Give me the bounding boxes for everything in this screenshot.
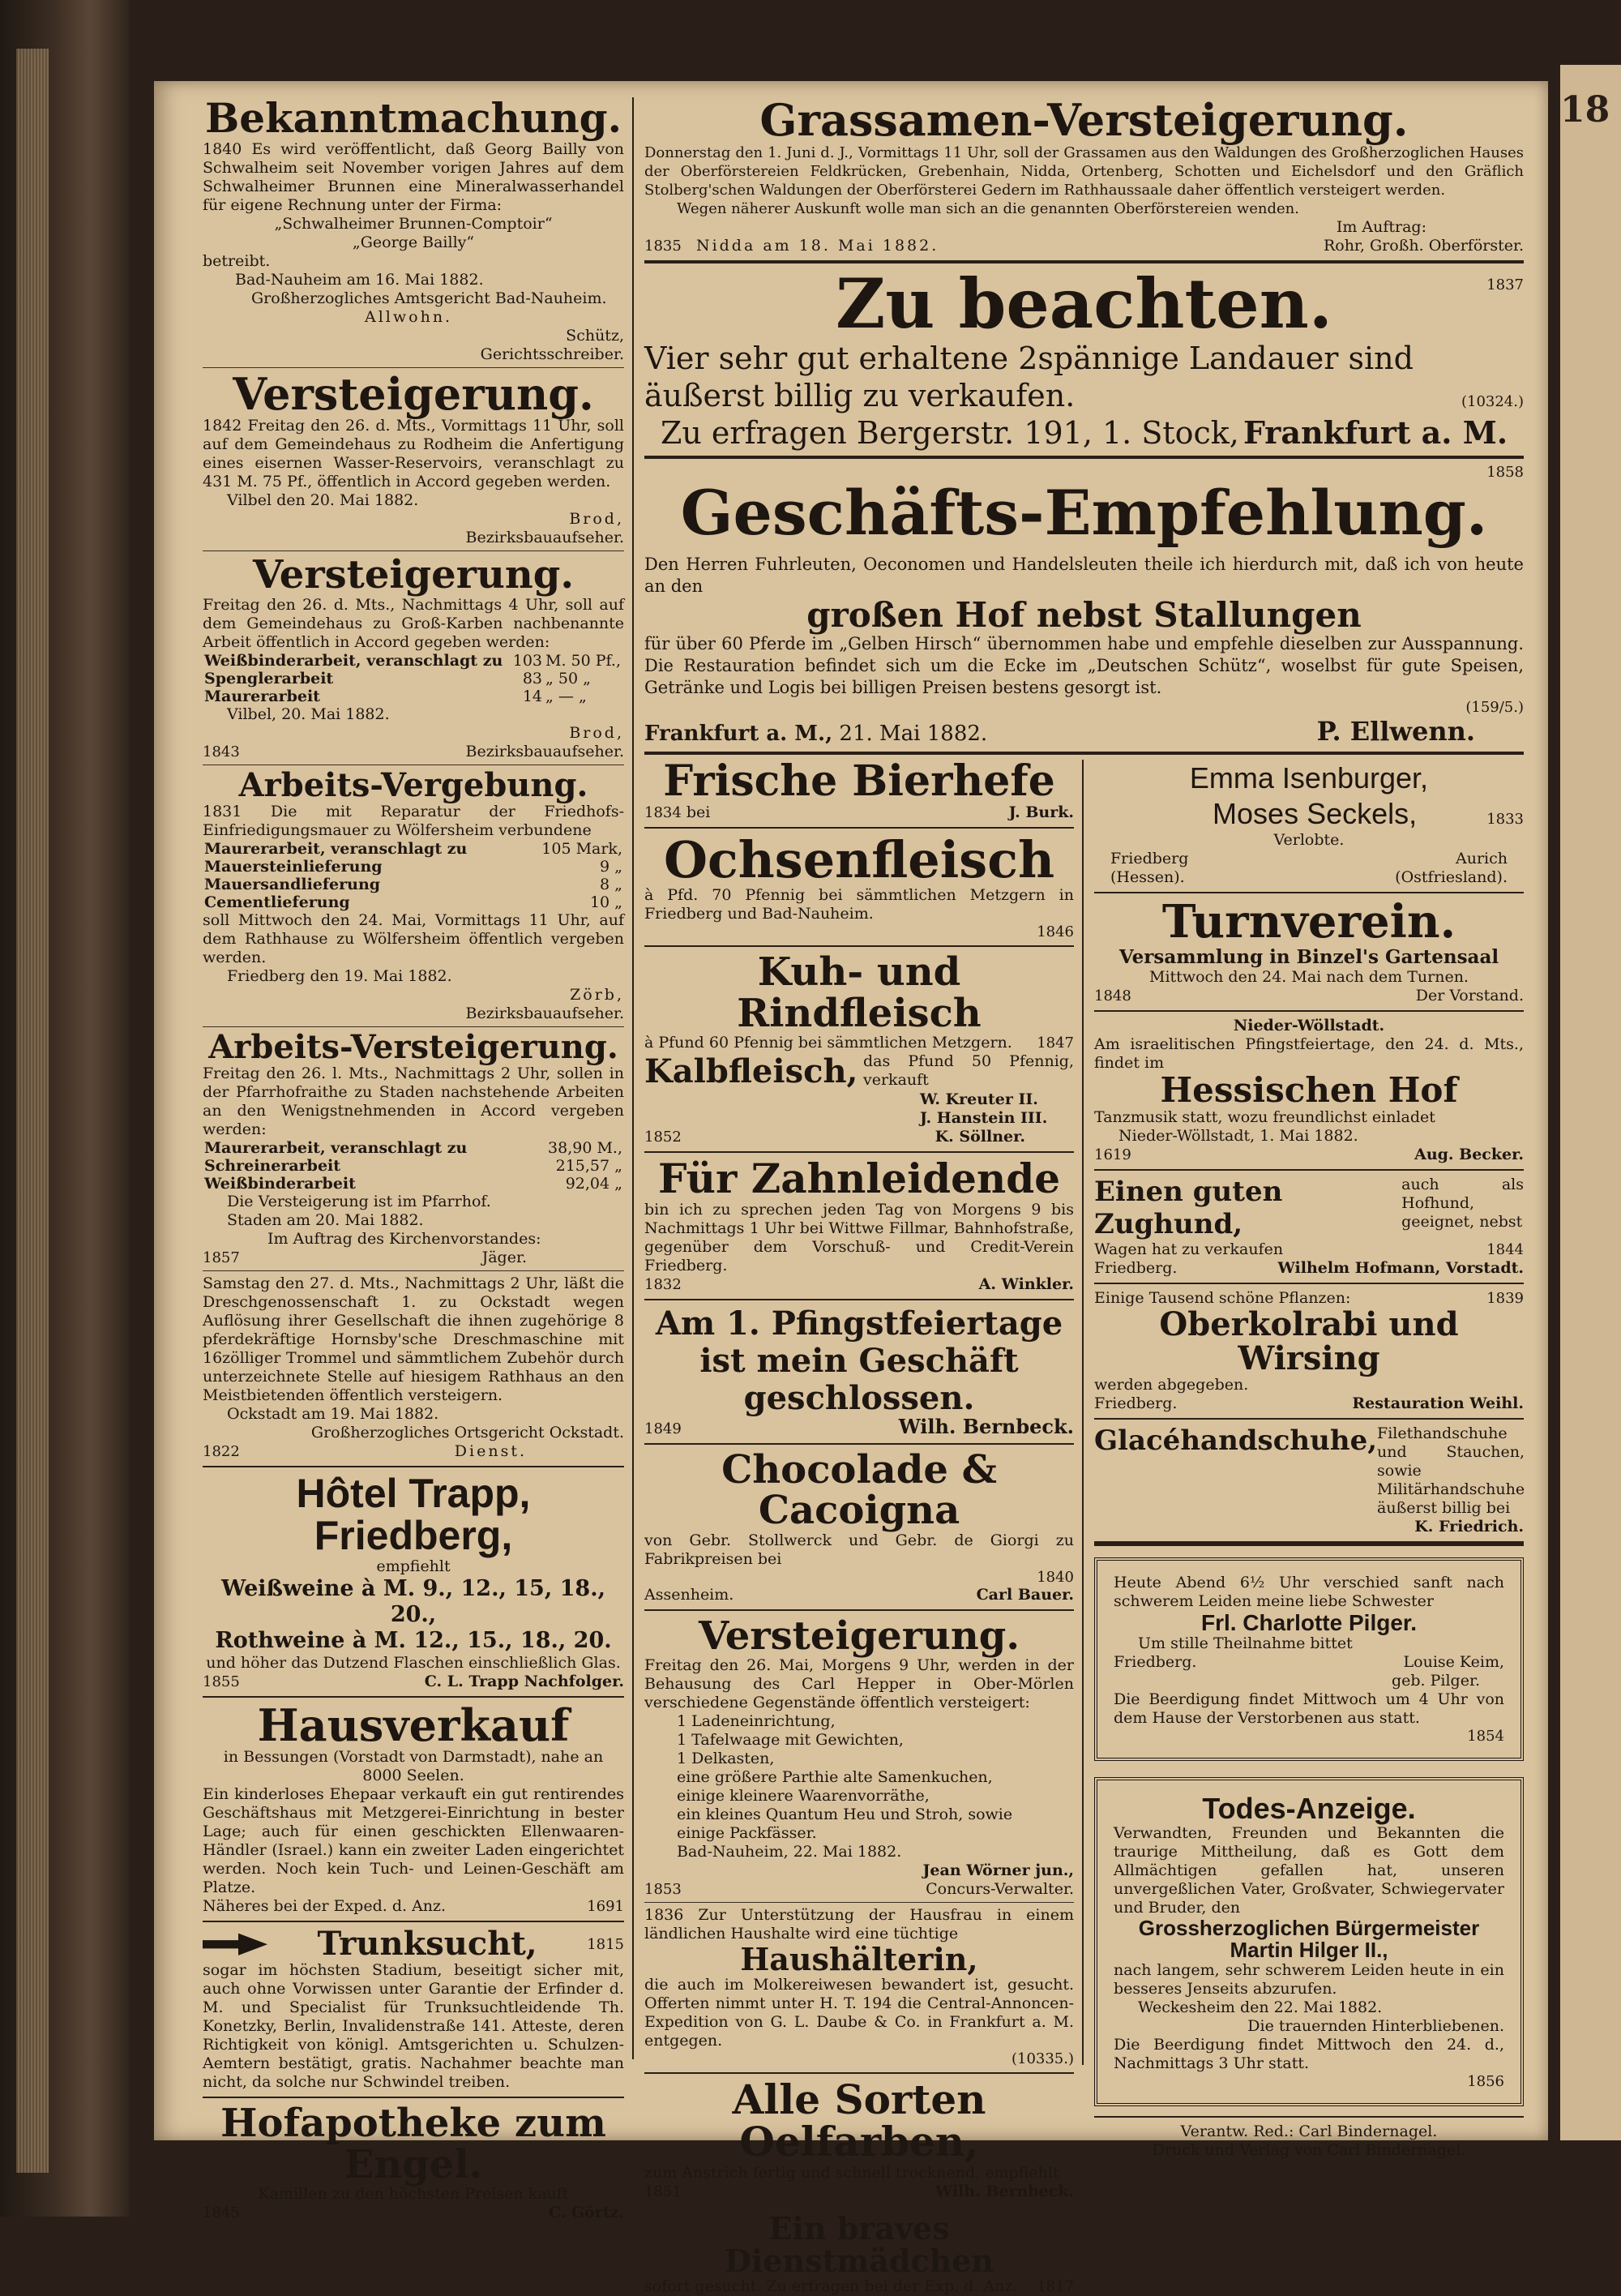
newspaper-page [154,81,1548,2295]
notice-body: Die Beerdigung findet Mittwoch den 24. d., Nachmittags 3 Uhr statt. [1114,2036,1504,2073]
divider [644,827,1074,829]
ad-number: 1848 [1094,987,1131,1004]
ad-number: 1834 [644,804,682,822]
text: und höher das Dutzend Flaschen einschließlich Glas. [206,1653,621,1672]
table-row [203,858,624,876]
signature: Rohr, Großh. Oberförster. [1323,236,1524,255]
item-value: 14 [522,687,543,705]
divider [1094,1010,1524,1012]
signature: geb. Pilger. [1391,1672,1480,1690]
place: (Ostfriesland). [1395,867,1508,886]
date: Nieder-Wöllstadt, 1. Mai 1882. [1118,1126,1358,1145]
item-value: 8 „ [600,875,622,893]
ad-body: Am israelitischen Pfingstfeiertage, den 24. d. Mts., findet im [1094,1034,1524,1072]
text: Allwohn. [365,307,453,326]
ad-body: Den Herren Fuhrleuten, Oeconomen und Handelsleuten theile ich hierdurch mit, daß ich von heute an den [644,554,1524,596]
item-unit: M. 50 Pf., [545,651,621,670]
heading: Geschäfts-Empfehlung. [680,476,1488,549]
divider [644,945,1074,947]
signature-role: Bezirksbauaufseher. [465,1004,624,1022]
ad-body: auch als Hofhund, geeignet, nebst [1401,1175,1524,1231]
item-label: Weißbinderarbeit, veranschlagt zu [204,651,503,670]
ad-zu-beachten [644,263,1524,451]
column-divider [632,97,634,2059]
item-value: 215,57 „ [555,1156,622,1175]
imprint-editor: Verantw. Red.: Carl Bindernagel. [1180,2123,1438,2141]
signature: Louise Keim, [1403,1653,1504,1672]
date: Nidda am 18. Mai 1882. [695,236,939,255]
notice-versteigerung-rodheim [203,367,624,548]
divider [644,1299,1074,1300]
price-table [203,840,624,911]
divider [1094,1169,1524,1171]
ad-bierhefe [644,756,1074,823]
text: Die Versteigerung ist im Pfarrhof. [227,1192,491,1210]
table-row [203,840,624,858]
death-notice-hilger [1094,1777,1524,2106]
item-label: Maurerarbeit [204,687,320,705]
imprint-publisher: Druck und Verlag von Carl Bindernagel. [1152,2141,1466,2160]
ad-number: 1839 [1486,1289,1524,1307]
signature: Dienst. [454,1441,527,1460]
list-item: eine größere Parthie alte Samenkuchen, [677,1767,993,1786]
ad-body: Vier sehr gut erhaltene 2spännige Landauer sind [644,340,1414,376]
name: W. Kreuter II. [920,1090,1038,1109]
item-label: Mauersteinlieferung [204,857,383,876]
ad-body: Mittwoch den 24. Mai nach dem Turnen. [1149,967,1469,986]
court: Großherzogliches Ortsgericht Ockstadt. [310,1423,624,1441]
signature: C. Görtz. [548,2204,624,2222]
divider [644,752,1524,755]
notice-body: soll Mittwoch den 24. Mai, Vormittags 11 Uhr, auf dem Rathhause zu Wölfersheim öffentlich vergeben werden. [203,910,624,966]
notice-body: Freitag den 26. Mai, Morgens 9 Uhr, werden in der Behausung des Carl Hepper in Ober-Mörlen verschiedene Gegenstände öffentlich versteigert: [644,1656,1074,1711]
signature: A. Winkler. [978,1274,1074,1293]
ad-number: 1832 [644,1275,682,1293]
ad-hofapotheke [203,2103,624,2222]
notice-body: Heute Abend 6½ Uhr verschied sanft nach schwerem Leiden meine liebe Schwester [1114,1573,1504,1610]
ad-number: 1691 [587,1898,624,1916]
list-item: 1 Ladeneinrichtung, [677,1711,836,1730]
text: Wegen näherer Auskunft wolle man sich an die genannten Oberförstereien wenden. [677,199,1299,217]
ad-kalbfleisch [644,1052,1074,1146]
signature: Der Vorstand. [1415,986,1524,1004]
item-label: Spenglerarbeit [204,669,334,688]
ad-body: das Pfund 50 Pfennig, verkauft [863,1052,1074,1090]
ad-number: 1817 [1037,2277,1074,2295]
item-unit: „ — „ [545,687,587,705]
heading: Arbeits-Versteigerung. [208,1027,618,1066]
text: empfiehlt [376,1557,451,1575]
ad-body: Kamillen zu den höchsten Preisen kauft [258,2185,569,2204]
date: Ockstadt am 19. Mai 1882. [227,1404,439,1423]
ad-ochsenfleisch [644,830,1074,941]
table-row [203,670,624,688]
signature: P. Ellwenn. [1316,715,1475,747]
ad-body: äußerst billig zu verkaufen. [644,377,1076,413]
ad-body: à Pfund 60 Pfennig bei sämmtlichen Metzgern. [644,1034,1012,1052]
reference: (10335.) [1011,2050,1074,2067]
table-row [203,652,624,670]
ad-hotel-trapp [203,1472,624,1691]
heading: Ochsenfleisch [663,830,1055,890]
pointing-hand-icon [203,1930,267,1958]
text: bei [686,803,711,822]
notice-body: nach langem, sehr schwerem Leiden heute in ein besseres Jenseits abzurufen. [1114,1961,1504,1998]
contact: Näheres bei der Exped. d. Anz. [203,1897,447,1916]
ad-glace [1094,1424,1524,1536]
signature: Wilh. Bernbeck. [898,1414,1074,1438]
item-value: 38,90 M., [548,1138,622,1157]
signature-role: Concurs-Verwalter. [926,1879,1074,1898]
signature: C. L. Trapp Nachfolger. [424,1672,624,1690]
notice-body: 1840 Es wird veröffentlicht, daß Georg Bailly von Schwalheim seit November vorigen Jahres auf dem Schwalheimer Brunnen eine Mineralwasserhandel für eigene Rechnung unter der Firma: [203,139,624,214]
divider [203,2097,624,2098]
item-value: 9 „ [600,857,622,876]
signature: Restauration Weihl. [1352,1394,1524,1412]
heading: Hôtel Trapp, Friedberg, [296,1470,531,1559]
ad-hessischen-hof [1094,1017,1524,1164]
signature: Die trauernden Hinterbliebenen. [1247,2017,1504,2036]
name: K. Söllner. [935,1128,1025,1146]
name: Martin Hilger II., [1230,1938,1388,1963]
ad-number: 1822 [203,1442,240,1460]
ad-number: 1835 [644,237,682,255]
list-item: einige Packfässer. [677,1823,817,1842]
signature: Wilh. Bernbeck. [935,2182,1074,2200]
name: J. Hanstein III. [920,1109,1048,1128]
ad-number: 1852 [644,1129,682,1146]
item-label: Maurerarbeit, veranschlagt zu [204,839,468,858]
ad-body: 1836 Zur Unterstützung der Hausfrau in einem ländlichen Haushalte wird eine tüchtige [644,1905,1074,1943]
ad-zahnleidende [644,1154,1074,1294]
text: Im Auftrag: [1336,217,1426,236]
left-column [203,94,624,2222]
ad-number: 1858 [1486,463,1524,481]
column-divider [1082,760,1084,2065]
ad-body: Wagen hat zu verkaufen [1094,1240,1284,1258]
heading: Grassamen-Versteigerung. [759,94,1409,146]
ad-body: von Gebr. Stollwerck und Gebr. de Giorgi zu Fabrikpreisen bei [644,1531,1074,1568]
divider [644,1151,1074,1153]
notice-versteigerung-mörlen [644,1613,1074,1899]
notice-body: Freitag den 26. d. Mts., Nachmittags 4 Uhr, soll auf dem Gemeindehaus zu Groß-Karben nachbenannte Arbeit öffentlich in Accord gegeben werden: [203,595,624,651]
signature: Jean Wörner jun., [922,1861,1074,1879]
ad-number: 1846 [1037,923,1074,941]
item-unit: „ 50 „ [545,669,591,688]
price-line: Rothweine à M. 12., 15., 18., 20. [215,1627,612,1653]
heading: Chocolade & Cacoigna [721,1446,997,1534]
divider [644,2206,1074,2208]
signature: Brod, [569,723,624,742]
heading: Frische Bierhefe [663,756,1055,806]
divider [644,1609,1074,1611]
notice-arbeits-versteigerung [203,1027,624,1267]
list-item: ein kleines Quantum Heu und Stroh, sowie [677,1805,1013,1823]
ad-hausverkauf [203,1698,624,1917]
heading: Kuh- und Rindfleisch [737,949,982,1036]
divider [203,550,624,551]
name: Moses Seckels, [1213,796,1418,830]
signature: Carl Bauer. [976,1585,1074,1604]
heading: Hofapotheke zum Engel. [220,2101,606,2187]
item-value: 105 Mark, [541,839,622,858]
notice-body: Donnerstag den 1. Juni d. J., Vormittags 11 Uhr, soll der Grassamen aus den Waldungen des Großherzoglichen Hauses der Oberförstereien Feldkrücken, Grebenhain, Nidda, Ortenberg, Schotten und Eichelsdorf und den Gräflich Stolberg'schen Waldungen der Oberförsterei Gedern im Rathhaussaale daher öffentlich versteigert werden. [644,144,1524,199]
signature-role: Bezirksbauaufseher. [465,742,624,760]
ad-body: zum Anstrich fertig und schnell trocknend, empfiehlt [644,2163,1059,2182]
address: Zu erfragen Bergerstr. 191, 1. Stock, [660,414,1239,451]
ad-body: Filethandschuhe und Stauchen, sowie Militärhandschuhe äußerst billig bei [1377,1424,1525,1517]
date: Vilbel, 20. Mai 1882. [227,705,390,723]
ad-body: Einige Tausend schöne Pflanzen: [1094,1288,1351,1307]
next-page-edge [1560,65,1621,2140]
text: betreibt. [203,251,271,270]
ad-body: werden abgegeben. [1094,1375,1249,1394]
place: Nieder-Wöllstadt. [1233,1016,1385,1034]
name: Frl. Charlotte Pilger. [1200,1609,1418,1635]
place: Frankfurt a. M., [644,721,833,746]
table-row [203,688,624,705]
headline: großen Hof nebst Stallungen [806,594,1362,635]
ad-verlobte [1094,760,1524,887]
notice-body: Samstag den 27. d. Mts., Nachmittags 2 Uhr, läßt die Dreschgenossenschaft 1. zu Ockstadt wegen Auflösung ihrer Gesellschaft die ihnen zugehörige 8 pferdekräftige Hornsby'sche Dreschmaschine mit 16zölliger Trommel und sämmtlichem Zubehör durch unterzeichnete Stelle auf hiesigem Rathhaus an den Meistbietenden öffentlich versteigern. [203,1274,624,1404]
heading: Todes-Anzeige. [1202,1792,1416,1826]
notice-body: Freitag den 26. l. Mts., Nachmittags 2 Uhr, sollen in der Pfarrhofraithe zu Staden nachstehende Arbeiten an den Wenigstnehmenden in Accord vergeben werden: [203,1064,624,1138]
heading: Am 1. Pfingstfeiertage ist mein Geschäft geschlossen. [655,1304,1063,1417]
place: Friedberg. [1094,1394,1178,1412]
notice-bekanntmachung [203,94,624,364]
heading: Arbeits-Vergebung. [238,765,588,804]
ad-number: 1837 [1486,276,1524,293]
court: Großherzogliches Amtsgericht Bad-Nauheim. [251,289,607,307]
heading: Für Zahnleidende [657,1154,1061,1203]
item-value: 83 [522,669,543,688]
heading: Alle Sorten Oelfarben, [732,2075,986,2166]
heading: Versteigerung. [698,1613,1020,1659]
table-row [203,893,624,911]
signature: Jäger. [481,1248,527,1266]
text: Im Auftrag des Kirchenvorstandes: [267,1229,541,1248]
notice-dreschmaschine [203,1274,624,1461]
item-label: Mauersandlieferung [204,875,381,893]
city: Frankfurt a. M. [1242,413,1508,451]
notice-versteigerung-karben [203,552,624,760]
place: (Hessen). [1110,867,1185,886]
ad-number: 1849 [644,1420,682,1437]
name: Emma Isenburger, [1189,760,1429,795]
ad-body: die auch im Molkereiwesen bewandert ist, gesucht. Offerten nimmt unter H. T. 194 die Central-Annoncen-Expedition von G. L. Daube & Co. in Frankfurt a. M. entgegen. [644,1975,1074,2050]
date: 21. Mai 1882. [839,721,988,746]
divider [644,1902,1074,1903]
heading: Ein braves Dienstmädchen [724,2209,994,2279]
item-label: Cementlieferung [204,893,350,911]
middle-column [644,756,1074,2296]
divider [644,1443,1074,1445]
ad-oelfarben [644,2075,1074,2201]
item-label: Schreinerarbeit [204,1156,341,1175]
list-item: 1 Delkasten, [677,1749,775,1767]
heading: Versteigerung. [252,552,575,598]
firm-name: „Schwalheimer Brunnen-Comptoir“ [274,214,553,233]
ad-body: Tanzmusik statt, wozu freundlichst einladet [1094,1107,1435,1126]
signature-role: Bezirksbauaufseher. [465,529,624,547]
ad-number: 1840 [1037,1568,1074,1586]
heading: Versteigerung. [233,367,594,420]
item-label: Weißbinderarbeit [204,1174,356,1193]
ad-number: 1851 [644,2182,682,2200]
death-notice-pilger [1094,1557,1524,1761]
date: Friedberg den 19. Mai 1882. [227,966,452,985]
date: Bad-Nauheim am 16. Mai 1882. [235,270,484,289]
divider [1094,2116,1524,2118]
ad-number: 1857 [203,1249,240,1266]
heading: Oberkolrabi und Wirsing [1159,1304,1459,1377]
divider [203,1026,624,1027]
ad-body: sofort gesucht. Zu erfragen bei der Exp. d. Anz. [644,2277,1018,2295]
ad-trunksucht [203,1927,624,2092]
signature: Schütz, [566,326,624,345]
reference: (10324.) [1461,392,1524,410]
list-item: einige kleinere Waarenvorräthe, [677,1786,930,1805]
divider [1094,1283,1524,1284]
divider [203,1921,624,1922]
ad-oberkolrabi [1094,1289,1524,1413]
heading: Kalbfleisch, [644,1052,858,1091]
ad-number: 1619 [1094,1146,1131,1163]
firm-name: „George Bailly“ [352,233,475,251]
ad-zughund [1094,1176,1524,1278]
notice-body: Die Beerdigung findet Mittwoch um 4 Uhr von dem Hause der Verstorbenen aus statt. [1114,1690,1504,1728]
page-edges [16,49,49,2173]
table-row [203,1175,624,1193]
table-row [203,1139,624,1157]
item-label: Maurerarbeit, veranschlagt zu [204,1138,468,1157]
ad-number: 1854 [1467,1728,1504,1746]
heading: Trunksucht, [317,1925,537,1964]
price-table [203,1139,624,1193]
ad-number: 1856 [1467,2073,1504,2091]
ad-kuhfleisch [644,949,1074,1052]
heading: Hessischen Hof [1160,1069,1458,1110]
table-row [203,876,624,893]
ad-number: 1855 [203,1673,240,1690]
place: Aurich [1456,849,1508,867]
reference: (159/5.) [1465,698,1524,716]
divider [1094,1418,1524,1420]
heading: Haushälterin, [740,1940,978,1977]
item-value: 10 „ [589,893,622,911]
ad-geschaefts-empfehlung [644,464,1524,747]
ad-number: 1853 [644,1880,682,1898]
place: Friedberg [1110,849,1189,867]
heading: Einen guten Zughund, [1094,1175,1283,1240]
signature: Zörb, [570,985,624,1004]
ad-number: 1843 [203,743,240,760]
ad-body: à Pfd. 70 Pfennig bei sämmtlichen Metzgern in Friedberg und Bad-Nauheim. [644,886,1074,923]
divider [644,456,1524,459]
item-value: 103 [512,651,543,670]
date: Weckesheim den 22. Mai 1882. [1138,1998,1383,2017]
signature: J. Burk. [1008,803,1074,822]
ad-body: für über 60 Pferde im „Gelben Hirsch“ übernommen habe und empfehle dieselben zur Ausspannung. Die Restauration befindet sich um die Ecke im „Deutschen Schütz“, woselbst für gute Speisen, Getränke und Logis bei billigen Preisen bestens gesorgt ist. [644,633,1524,697]
divider [1094,1541,1524,1546]
ad-body: sogar im höchsten Stadium, beseitigt sicher mit, auch ohne Vorwissen unter Garantie der Erfinder d. M. und Specialist für Trunksuchtleidende Th. Konetzky, Berlin, Invalidenstraße 141. Atteste, deren Richtigkeit von königl. Amtsgerichten u. Schulzen-Aemtern bestätigt, gratis. Nachahmer beachte man nicht, da solche nur Schwindel treiben. [203,1961,624,2092]
notice-body: Verwandten, Freunden und Bekannten die traurige Mittheilung, daß es Gott dem Allmächtigen gefallen hat, unseren unvergeßlichen Vater, Großvater, Schwiegervater und Bruder, den [1114,1823,1504,1917]
heading: Glacéhandschuhe, [1094,1424,1378,1457]
heading: Turnverein. [1161,894,1456,949]
notice-body: 1842 Freitag den 26. d. Mts., Vormittags 11 Uhr, soll auf dem Gemeindehaus zu Rodheim die Anfertigung eines eisernen Wasser-Reservoirs, veranschlagt zu 431 M. 75 Pf., öffentlich in Accord gegeben werden. [203,417,624,491]
signature-role: Gerichtsschreiber. [480,345,624,363]
signature: Brod, [569,510,624,529]
divider [203,1270,624,1271]
ad-chocolade [644,1446,1074,1604]
text: Um stille Theilnahme bittet [1138,1634,1353,1653]
notice-arbeits-vergebung [203,765,624,1023]
text: in Bessungen (Vorstadt von Darmstadt), nahe an 8000 Seelen. [223,1748,604,1785]
ad-number: 1815 [587,1935,624,1953]
ad-number: 1847 [1037,1034,1074,1052]
label: Verlobte. [1273,830,1345,849]
divider [203,1466,624,1467]
divider [203,1696,624,1698]
ad-body: bin ich zu sprechen jeden Tag von Morgens 9 bis Nachmittags 1 Uhr bei Wittwe Fillmar, Bahnhofstraße, gegenüber dem Vorschuß- und Credit-Verein Friedberg. [644,1200,1074,1274]
divider [644,2072,1074,2074]
table-row [203,1157,624,1175]
price-line: Weißweine à M. 9., 12., 15, 18., 20., [220,1575,606,1627]
right-column [1094,760,1524,2161]
date: Staden am 20. Mai 1882. [227,1210,424,1229]
place: Assenheim. [644,1585,734,1604]
page-number: 18 [1560,89,1610,131]
date: Vilbel den 20. Mai 1882. [227,491,419,510]
list-item: 1 Tafelwaage mit Gewichten, [677,1730,904,1749]
item-value: 92,04 „ [565,1174,622,1193]
main-area [644,94,1525,2295]
ad-number: 1844 [1486,1240,1524,1258]
notice-grassamen [644,94,1524,255]
ad-pfingsten [644,1305,1074,1438]
ad-turnverein [1094,894,1524,1005]
signature: Aug. Becker. [1414,1145,1524,1163]
ad-number: 1833 [1486,810,1524,828]
ad-haushaelterin [644,1906,1074,2067]
subheading: Versammlung in Binzel's Gartensaal [1118,945,1499,968]
date: Bad-Nauheim, 22. Mai 1882. [677,1842,902,1861]
place: Friedberg. [1094,1258,1178,1277]
ad-number: 1845 [203,2204,240,2222]
name: Grossherzoglichen Bürgermeister [1138,1915,1480,1940]
ad-body: Ein kinderloses Ehepaar verkauft ein gut rentirendes Geschäftshaus mit Metzgerei-Einrichtung in bester Lage; auch für einen geschickten Ellenwaaren-Händler (Israel.) kann ein zweiter Laden eingerichtet werden. Noch kein Tuch- und Leinen-Geschäft am Platze. [203,1785,624,1897]
divider [1094,892,1524,893]
notice-body: 1831 Die mit Reparatur der Friedhofs-Einfriedigungsmauer zu Wölfersheim verbundene [203,802,624,839]
signature: Wilhelm Hofmann, Vorstadt. [1277,1258,1524,1277]
heading: Zu beachten. [835,263,1333,344]
heading: Hausverkauf [257,1698,570,1751]
place: Friedberg. [1114,1653,1197,1672]
signature: K. Friedrich. [1414,1517,1524,1536]
price-table [203,652,624,705]
heading: Bekanntmachung. [204,94,622,142]
ad-dienstmaedchen [644,2209,1074,2296]
